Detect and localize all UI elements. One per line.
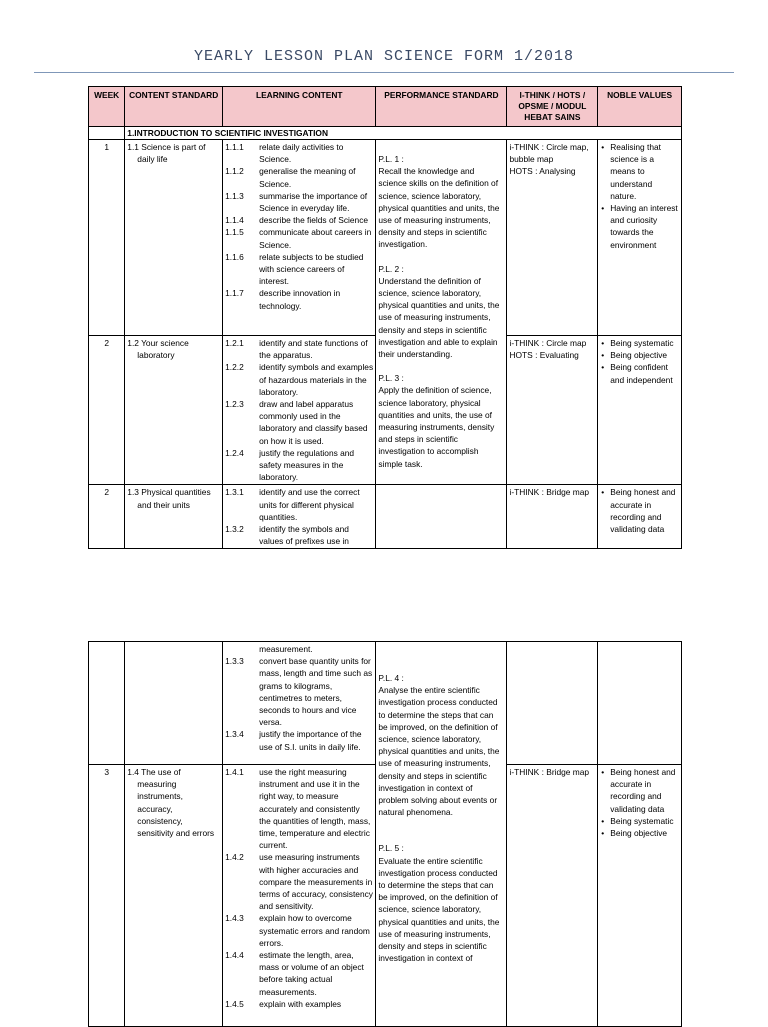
objective-item: 1.1.4 describe the fields of Science (225, 215, 369, 226)
week-cell: 2 (89, 336, 125, 485)
objective-item: 1.2.1 identify and state functions of the apparatus. (225, 338, 368, 361)
value-item: • Being objective (600, 827, 679, 839)
noble-values-cell (598, 642, 682, 765)
header-week: WEEK (89, 87, 125, 127)
document-title: YEARLY LESSON PLAN SCIENCE FORM 1/2018 (193, 48, 575, 65)
objective-item: 1.4.3 explain how to overcome systematic errors and random errors. (225, 913, 370, 948)
objective-item-continued: measurement. (259, 644, 313, 654)
section-title: 1.INTRODUCTION TO SCIENTIFIC INVESTIGATION (125, 127, 682, 140)
learning-content-cell (223, 485, 376, 549)
objective-item: 1.2.3 draw and label apparatus commonly used in the laboratory and classify based on how it is used. (225, 399, 368, 446)
lesson-plan-table-page-2 (88, 641, 682, 1027)
objective-item: 1.4.2 use measuring instruments with higher accuracies and compare the measurements in terms of accuracy, consistency and sensitivity. (225, 852, 373, 912)
header-learning-content: LEARNING CONTENT (223, 87, 376, 127)
table-row (89, 140, 682, 336)
noble-values-cell (598, 765, 682, 1027)
objective-item: 1.1.1 relate daily activities to Science. (225, 142, 344, 165)
ithink-cell (507, 642, 598, 765)
learning-content-cell (223, 336, 376, 485)
learning-content-cell (223, 765, 376, 1027)
performance-level: P.L. 5 : Evaluate the entire scientific investigation process conducted to determine the steps that can be improved, on the definition of science, science laboratory, physical quantities and units, the use of measuring instruments, density and steps in scientific investigation in context of (378, 843, 500, 964)
performance-standard-cell (376, 642, 507, 1027)
objective-item: 1.3.4 justify the importance of the use of S.I. units in daily life. (225, 729, 362, 752)
content-standard-cell: 1.1 Science is part of daily life (125, 140, 223, 336)
header-ithink: I-THINK / HOTS / OPSME / MODUL HEBAT SAINS (507, 87, 598, 127)
objective-item: 1.4.1 use the right measuring instrument and use it in the right way, to measure accurately and consistently the quantities of length, mass, time, temperature and electric current. (225, 767, 371, 851)
performance-level: P.L. 1 : Recall the knowledge and science skills on the definition of science, science laboratory, physical quantities and units, the use of measuring instruments, density and steps in scientific investigation. (378, 154, 500, 250)
objective-item: 1.1.3 summarise the importance of Science in everyday life. (225, 190, 368, 214)
table-header-row (89, 87, 682, 127)
noble-values-cell (598, 140, 682, 336)
objective-item: 1.1.5 communicate about careers in Science. (225, 227, 372, 250)
week-cell: 1 (89, 140, 125, 336)
objective-item: 1.3.1 identify and use the correct units for different physical quantities. (225, 487, 360, 522)
ithink-cell: i-THINK : Circle map HOTS : Evaluating (507, 336, 598, 485)
content-standard-cell: 1.2 Your science laboratory (125, 336, 223, 485)
week-cell: 2 (89, 485, 125, 549)
objective-item: 1.4.4 estimate the length, area, mass or volume of an object before taking actual measurements. (225, 950, 364, 997)
value-item: • Having an interest and curiosity towards the environment (600, 202, 679, 251)
objective-item: 1.3.3 convert base quantity units for mass, length and time such as grams to kilograms, centimetres to meters, seconds to hours and vice versa. (225, 656, 373, 728)
objective-item: 1.1.2 generalise the meaning of Science. (225, 166, 356, 189)
value-item: • Being systematic (600, 815, 679, 827)
content-standard-cell: 1.3 Physical quantities and their units (125, 485, 223, 549)
ithink-cell: i-THINK : Circle map, bubble map HOTS : Analysing (507, 140, 598, 336)
section-row (89, 127, 682, 140)
content-standard-cell: 1.4 The use of measuring instruments, accuracy, consistency, sensitivity and errors (125, 765, 223, 1027)
title-divider (34, 72, 734, 73)
performance-standard-cell (376, 140, 507, 485)
table-row-continued (89, 642, 682, 765)
objective-item: 1.1.7 describe innovation in technology. (225, 288, 341, 311)
objective-item: 1.1.6 relate subjects to be studied with science careers of interest. (225, 251, 364, 287)
ithink-cell: i-THINK : Bridge map (507, 485, 598, 549)
learning-content-cell (223, 140, 376, 336)
value-item: • Being confident and independent (600, 361, 679, 385)
header-noble-values: NOBLE VALUES (598, 87, 682, 127)
table-row (89, 485, 682, 549)
objective-item: 1.3.2 identify the symbols and values of prefixes use in (225, 524, 349, 547)
value-item: • Realising that science is a means to understand nature. (600, 141, 679, 202)
week-cell (89, 642, 125, 765)
performance-level: P.L. 2 : Understand the definition of science, science laboratory, physical quantities and units, the use of measuring instruments, density and steps in scientific investigation and able to explain their understanding. (378, 263, 500, 360)
week-cell: 3 (89, 765, 125, 1027)
header-content-standard: CONTENT STANDARD (125, 87, 223, 127)
performance-standard-cell (376, 485, 507, 549)
ithink-cell: i-THINK : Bridge map (507, 765, 598, 1027)
value-item: • Being objective (600, 349, 679, 361)
value-item: • Being systematic (600, 337, 679, 349)
lesson-plan-table-page-1 (88, 86, 682, 549)
performance-level: P.L. 3 : Apply the definition of science, science laboratory, physical quantities and units, the use of measuring instruments, density and steps in scientific investigation to accomplish simple task. (378, 373, 495, 469)
content-standard-cell (125, 642, 223, 765)
objective-item: 1.2.2 identify symbols and examples of hazardous materials in the laboratory. (225, 362, 374, 397)
value-item: • Being honest and accurate in recording and validating data (600, 766, 679, 815)
noble-values-cell (598, 336, 682, 485)
noble-values-cell (598, 485, 682, 549)
objective-item: 1.4.5 explain with examples (225, 998, 342, 1009)
learning-content-cell (223, 642, 376, 765)
objective-item: 1.2.4 justify the regulations and safety measures in the laboratory. (225, 447, 355, 483)
header-performance-standard: PERFORMANCE STANDARD (376, 87, 507, 127)
performance-level: P.L. 4 : Analyse the entire scientific investigation process conducted to determine the steps that can be improved, on the definition of science, science laboratory, physical quantities and units, the use of measuring instruments, density and steps in scientific investigation in context of problem solving about events or natural phenomena. (378, 673, 500, 818)
value-item: • Being honest and accurate in recording and validating data (600, 486, 679, 535)
